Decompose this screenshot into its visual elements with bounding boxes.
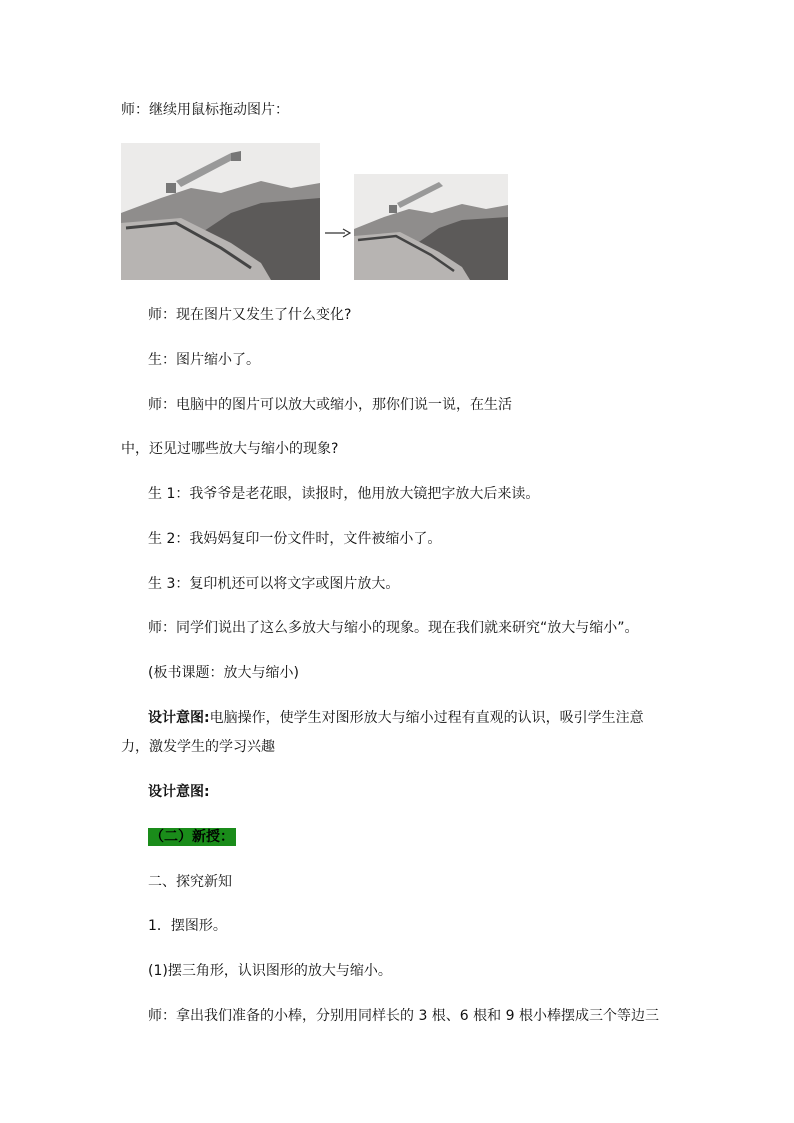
highlighted-heading: （二）新授： — [150, 829, 234, 845]
student-answer-shrink: 生：图片缩小了。 — [148, 352, 260, 368]
item-arrange-triangles: (1)摆三角形，认识图形的放大与缩小。 — [148, 963, 392, 979]
student-3-answer: 生 3：复印机还可以将文字或图片放大。 — [148, 576, 400, 592]
design-intent-label-2: 设计意图: — [148, 784, 210, 800]
great-wall-image-large — [121, 143, 320, 280]
right-arrow-icon — [325, 224, 351, 236]
student-2-answer: 生 2：我妈妈复印一份文件时，文件被缩小了。 — [148, 531, 442, 547]
design-intent-continued: 力，激发学生的学习兴趣 — [121, 739, 275, 755]
teacher-question-change: 师：现在图片又发生了什么变化? — [148, 307, 352, 323]
teacher-line-computer: 师：电脑中的图片可以放大或缩小，那你们说一说，在生活 — [148, 397, 512, 413]
teacher-line-continued: 中，还见过哪些放大与缩小的现象? — [121, 441, 339, 457]
item-arrange-shapes: 1．摆图形。 — [148, 918, 227, 934]
great-wall-image-small — [354, 174, 508, 280]
student-1-answer: 生 1：我爷爷是老花眼，读报时，他用放大镜把字放大后来读。 — [148, 486, 540, 502]
teacher-line-sticks: 师：拿出我们准备的小棒，分别用同样长的 3 根、6 根和 9 根小棒摆成三个等边三 — [148, 1008, 659, 1024]
design-intent-text: 电脑操作，使学生对图形放大与缩小过程有直观的认识，吸引学生注意 — [209, 710, 644, 726]
teacher-line-topic: 师：同学们说出了这么多放大与缩小的现象。现在我们就来研究“放大与缩小”。 — [148, 620, 639, 636]
design-intent-paragraph — [148, 709, 644, 727]
design-intent-label: 设计意图: — [148, 710, 210, 726]
section-explore-heading: 二、探究新知 — [148, 874, 232, 890]
board-title-note: (板书课题：放大与缩小) — [148, 665, 299, 681]
section-heading-new-lesson — [148, 828, 236, 846]
teacher-line-drag: 师：继续用鼠标拖动图片： — [121, 102, 289, 118]
